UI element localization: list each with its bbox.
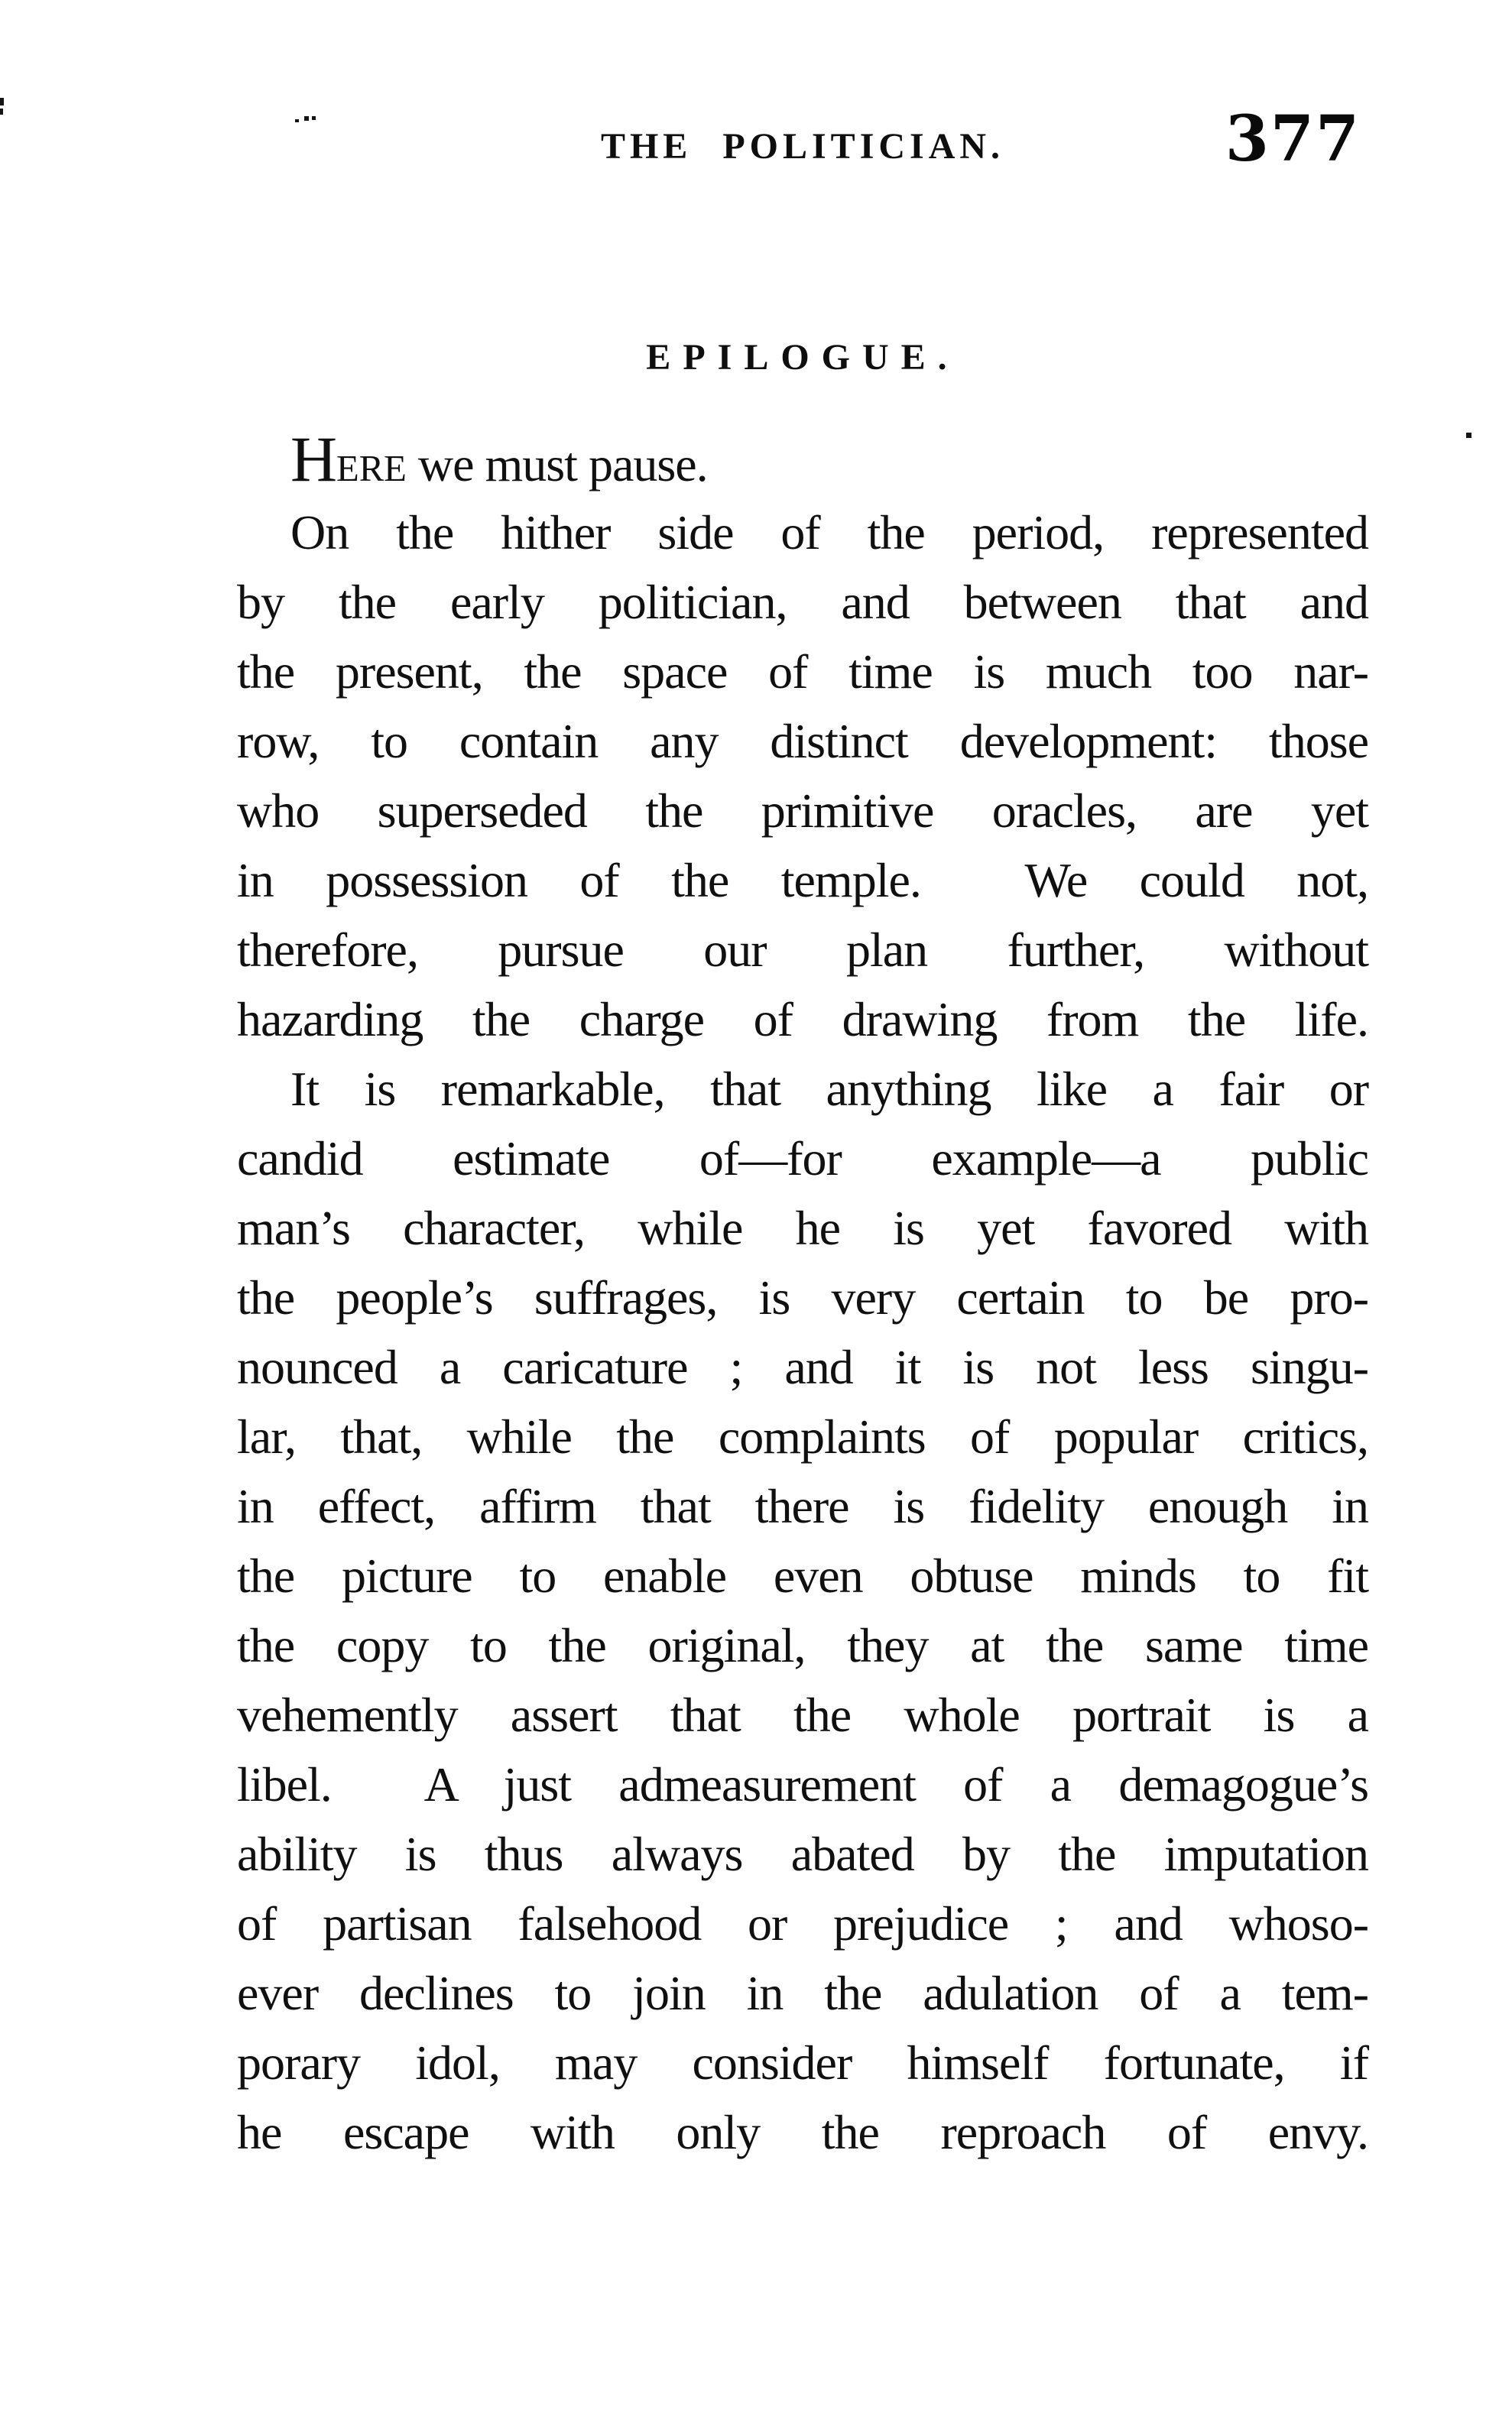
scan-artifact — [1466, 433, 1471, 438]
section-heading: EPILOGUE. — [646, 337, 959, 378]
scan-artifact — [304, 116, 309, 121]
text-line: candid estimate of—for example—a public — [237, 1131, 1368, 1186]
text-line: he escape with only the reproach of envy. — [237, 2105, 1368, 2159]
scan-artifact — [0, 109, 3, 115]
text-line: porary idol, may consider himself fortunate, if — [237, 2035, 1368, 2090]
text-line: who superseded the primitive oracles, are yet — [237, 783, 1368, 838]
text-line: vehemently assert that the whole portrait is a — [237, 1688, 1368, 1742]
page-number: 377 — [1225, 102, 1361, 176]
text-line: It is remarkable, that anything like a fair or — [290, 1062, 1368, 1116]
text-line: in effect, affirm that there is fidelity enough in — [237, 1479, 1368, 1533]
body-text — [237, 424, 1368, 2167]
text-line: hazarding the charge of drawing from the life. — [237, 992, 1368, 1046]
text-line: the present, the space of time is much too nar- — [237, 644, 1368, 699]
text-line: the copy to the original, they at the same time — [237, 1618, 1368, 1672]
text-line: of partisan falsehood or prejudice ; and whoso- — [237, 1896, 1368, 1951]
text-line: lar, that, while the complaints of popular critics, — [237, 1409, 1368, 1464]
text-line: therefore, pursue our plan further, without — [237, 923, 1368, 977]
scan-artifact — [0, 98, 4, 105]
text-line: by the early politician, and between that and — [237, 575, 1368, 629]
text-line: nounced a caricature ; and it is not less singu- — [237, 1340, 1368, 1394]
text-line: row, to contain any distinct development: those — [237, 714, 1368, 768]
text-line: ever declines to join in the adulation of a tem- — [237, 1966, 1368, 2020]
text-line: libel. A just admeasurement of a demagogue’s — [237, 1757, 1368, 1812]
text-line: ability is thus always abated by the imputation — [237, 1827, 1368, 1881]
scan-artifact — [295, 119, 299, 122]
text-line: the picture to enable even obtuse minds to fit — [237, 1549, 1368, 1603]
running-header: THE POLITICIAN. — [600, 126, 1005, 167]
lead-capital: H — [290, 424, 337, 495]
small-caps-text: ERE — [336, 448, 407, 489]
text-line: HERE we must pause. — [290, 424, 708, 495]
text-line: On the hither side of the period, represented — [290, 505, 1368, 560]
text-line: in possession of the temple. We could not, — [237, 853, 1368, 907]
text-line: the people’s suffrages, is very certain to be pro- — [237, 1270, 1368, 1325]
scan-artifact — [312, 116, 316, 120]
text-line: man’s character, while he is yet favored with — [237, 1201, 1368, 1255]
